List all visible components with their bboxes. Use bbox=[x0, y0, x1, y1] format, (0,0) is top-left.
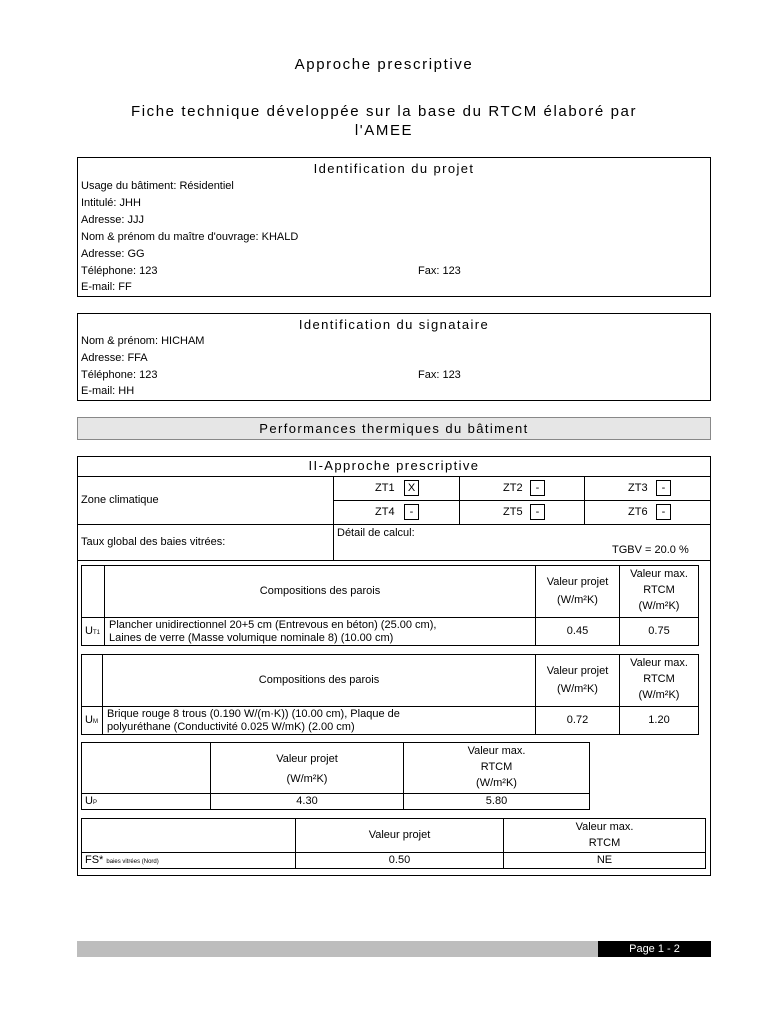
signataire-section bbox=[77, 313, 711, 401]
zone-cell-zt2 bbox=[459, 476, 585, 501]
table-um-max-value: 1.20 bbox=[619, 706, 699, 735]
table-ut-corner bbox=[81, 565, 105, 618]
signataire-fax: Fax: 123 bbox=[418, 369, 461, 381]
zone-checkbox[interactable]: X bbox=[404, 480, 419, 496]
page-number: Page 1 - 2 bbox=[598, 941, 711, 957]
page-subtitle-line1: Fiche technique développée sur la base du RTCM élaboré par bbox=[130, 103, 638, 120]
table-ut-symbol: UT1 bbox=[81, 617, 105, 646]
table-fs-max-header: Valeur max. RTCM bbox=[503, 818, 706, 853]
table-up-corner bbox=[81, 742, 211, 794]
footer-bar bbox=[77, 941, 598, 957]
zone-checkbox[interactable]: - bbox=[656, 480, 671, 496]
table-fs-corner bbox=[81, 818, 296, 853]
zone-name: ZT6 bbox=[628, 506, 648, 518]
table-up-max-value: 5.80 bbox=[403, 793, 590, 810]
table-fs-max-value: NE bbox=[503, 852, 706, 869]
detail-label: Détail de calcul: bbox=[337, 527, 415, 539]
zone-name: ZT5 bbox=[503, 506, 523, 518]
table-fs-proj-value: 0.50 bbox=[295, 852, 504, 869]
table-up-symbol: UP bbox=[81, 793, 211, 810]
zone-cell-zt3 bbox=[584, 476, 711, 501]
divider bbox=[333, 524, 334, 560]
zone-label: Zone climatique bbox=[81, 494, 159, 506]
table-ut-proj-header: Valeur projet (W/m²K) bbox=[535, 565, 620, 618]
table-um-corner bbox=[81, 654, 103, 707]
table-up-max-header: Valeur max. RTCM (W/m²K) bbox=[403, 742, 590, 794]
page-title: Approche prescriptive bbox=[294, 56, 474, 73]
table-um-desc: Brique rouge 8 trous (0.190 W/(m·K)) (10.00 cm), Plaque de polyuréthane (Conductivité 0.025 W/mK) (2.00 cm) bbox=[102, 706, 536, 735]
zone-name: ZT1 bbox=[375, 482, 395, 494]
table-up-proj-value: 4.30 bbox=[210, 793, 404, 810]
table-um-max-header: Valeur max. RTCM (W/m²K) bbox=[619, 654, 699, 707]
zone-cell-zt1 bbox=[333, 476, 460, 501]
signataire-heading: Identification du signataire bbox=[298, 317, 490, 332]
zone-cell-zt6 bbox=[584, 500, 711, 525]
signataire-adresse: Adresse: FFA bbox=[81, 352, 148, 364]
projet-heading: Identification du projet bbox=[313, 161, 475, 176]
tgbv-value: TGBV = 20.0 % bbox=[612, 544, 689, 556]
zone-checkbox[interactable]: - bbox=[656, 504, 671, 520]
zone-checkbox[interactable]: - bbox=[530, 480, 545, 496]
performances-heading: Performances thermiques du bâtiment bbox=[77, 417, 711, 440]
zone-name: ZT3 bbox=[628, 482, 648, 494]
table-um-proj-value: 0.72 bbox=[535, 706, 620, 735]
table-um-comp-header: Compositions des parois bbox=[102, 654, 536, 707]
projet-maitre: Nom & prénom du maître d'ouvrage: KHALD bbox=[81, 231, 299, 243]
table-ut-max-header: Valeur max. RTCM (W/m²K) bbox=[619, 565, 699, 618]
projet-fax: Fax: 123 bbox=[418, 265, 461, 277]
table-um-proj-header: Valeur projet (W/m²K) bbox=[535, 654, 620, 707]
projet-usage: Usage du bâtiment: Résidentiel bbox=[81, 180, 234, 192]
table-ut-proj-value: 0.45 bbox=[535, 617, 620, 646]
taux-label: Taux global des baies vitrées: bbox=[81, 536, 226, 548]
zone-cell-zt4 bbox=[333, 500, 460, 525]
divider bbox=[77, 560, 711, 561]
table-fs-symbol: FS* baies vitrées (Nord) bbox=[81, 852, 296, 869]
zone-checkbox[interactable]: - bbox=[404, 504, 419, 520]
signataire-email: E-mail: HH bbox=[81, 385, 135, 397]
signataire-nom: Nom & prénom: HICHAM bbox=[81, 335, 205, 347]
zone-name: ZT2 bbox=[503, 482, 523, 494]
projet-adresse: Adresse: JJJ bbox=[81, 214, 144, 226]
table-ut-desc: Plancher unidirectionnel 20+5 cm (Entrevous en béton) (25.00 cm), Laines de verre (Masse volumique nominale 8) (10.00 cm) bbox=[104, 617, 536, 646]
zone-cell-zt5 bbox=[459, 500, 585, 525]
projet-intitule: Intitulé: JHH bbox=[81, 197, 141, 209]
divider bbox=[77, 524, 711, 525]
zone-checkbox[interactable]: - bbox=[530, 504, 545, 520]
projet-section bbox=[77, 157, 711, 297]
table-fs-proj-header: Valeur projet bbox=[295, 818, 504, 853]
prescriptive-heading: II-Approche prescriptive bbox=[308, 458, 480, 473]
projet-email: E-mail: FF bbox=[81, 281, 132, 293]
table-ut-max-value: 0.75 bbox=[619, 617, 699, 646]
projet-telephone: Téléphone: 123 bbox=[81, 265, 158, 277]
signataire-telephone: Téléphone: 123 bbox=[81, 369, 158, 381]
zone-name: ZT4 bbox=[375, 506, 395, 518]
table-ut-comp-header: Compositions des parois bbox=[104, 565, 536, 618]
page-subtitle-line2: l'AMEE bbox=[354, 122, 414, 139]
table-up-proj-header: Valeur projet (W/m²K) bbox=[210, 742, 404, 794]
table-um-symbol: UM bbox=[81, 706, 103, 735]
projet-adresse2: Adresse: GG bbox=[81, 248, 145, 260]
